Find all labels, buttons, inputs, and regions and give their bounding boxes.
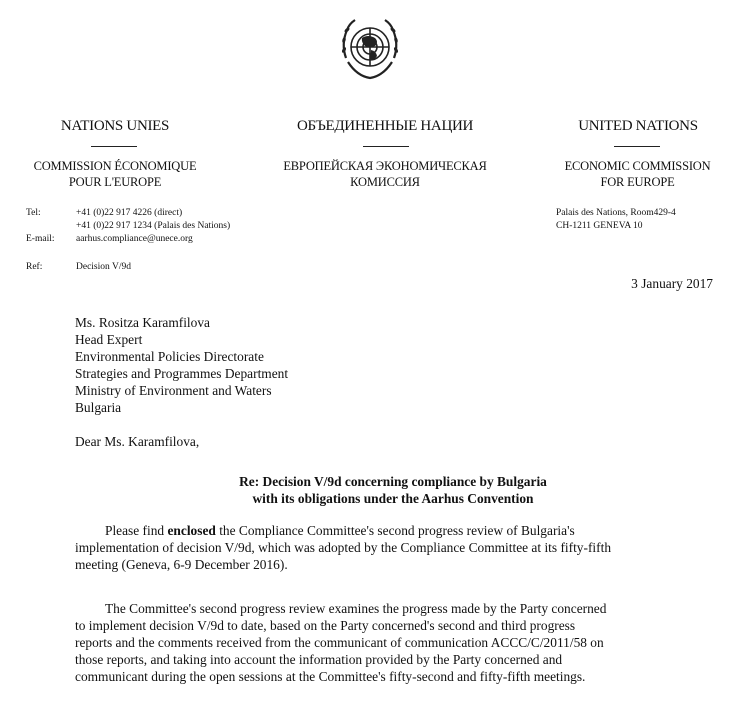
org-name-ru: ОБЪЕДИНЕННЫЕ НАЦИИ [296, 118, 474, 134]
email-label: E-mail: [26, 234, 55, 244]
address-line-1: Palais des Nations, Room429-4 [556, 208, 676, 218]
ref-label: Ref: [26, 262, 43, 272]
tel-palais: +41 (0)22 917 1234 (Palais des Nations) [76, 221, 231, 231]
recipient-line: Head Expert [75, 332, 143, 347]
un-emblem-icon [335, 14, 405, 84]
commission-fr: COMMISSION ÉCONOMIQUE POUR L'EUROPE [33, 159, 197, 189]
ref-value: Decision V/9d [76, 262, 131, 272]
recipient-address [75, 314, 288, 416]
tel-label: Tel: [26, 208, 41, 218]
recipient-line: Strategies and Programmes Department [75, 366, 289, 381]
recipient-line: Bulgaria [75, 400, 122, 415]
tel-direct: +41 (0)22 917 4226 (direct) [76, 208, 183, 218]
recipient-line: Environmental Policies Directorate [75, 349, 264, 364]
divider-fr [91, 146, 137, 147]
org-name-en: UNITED NATIONS [578, 118, 698, 134]
salutation: Dear Ms. Karamfilova, [75, 434, 200, 449]
divider-en [614, 146, 660, 147]
subject-heading: Re: Decision V/9d concerning compliance by Bulgaria with its obligations under the Aarhus Convention [239, 474, 547, 506]
org-name-fr: NATIONS UNIES [60, 118, 170, 134]
recipient-line: Ministry of Environment and Waters [75, 383, 272, 398]
recipient-line: Ms. Rositza Karamfilova [75, 315, 210, 330]
paragraph-2: The Committee's second progress review examines the progress made by the Party concerned to implement decision V/9d to date, based on the Party concerned's second and third progress reports and the comments received from the communicant of communication ACCC/C/2011/58 on those reports, and taking into account the information provided by the Party concerned and communicant during the open sessions at the Committee's fifty-second and fifty-fifth meetings. [75, 601, 607, 684]
address-line-2: CH-1211 GENEVA 10 [556, 221, 643, 231]
letter-date: 3 January 2017 [631, 276, 713, 291]
divider-ru [363, 146, 409, 147]
commission-en: ECONOMIC COMMISSION FOR EUROPE [564, 159, 711, 189]
commission-ru: ЕВРОПЕЙСКАЯ ЭКОНОМИЧЕСКАЯ КОМИССИЯ [283, 159, 487, 189]
paragraph-1: Please find enclosed the Compliance Committee's second progress review of Bulgaria's implementation of decision V/9d, which was adopted by the Compliance Committee at its fifty-fifth meeting (Geneva, 6-9 December 2016). [75, 523, 612, 572]
email-address[interactable]: aarhus.compliance@unece.org [76, 234, 193, 244]
